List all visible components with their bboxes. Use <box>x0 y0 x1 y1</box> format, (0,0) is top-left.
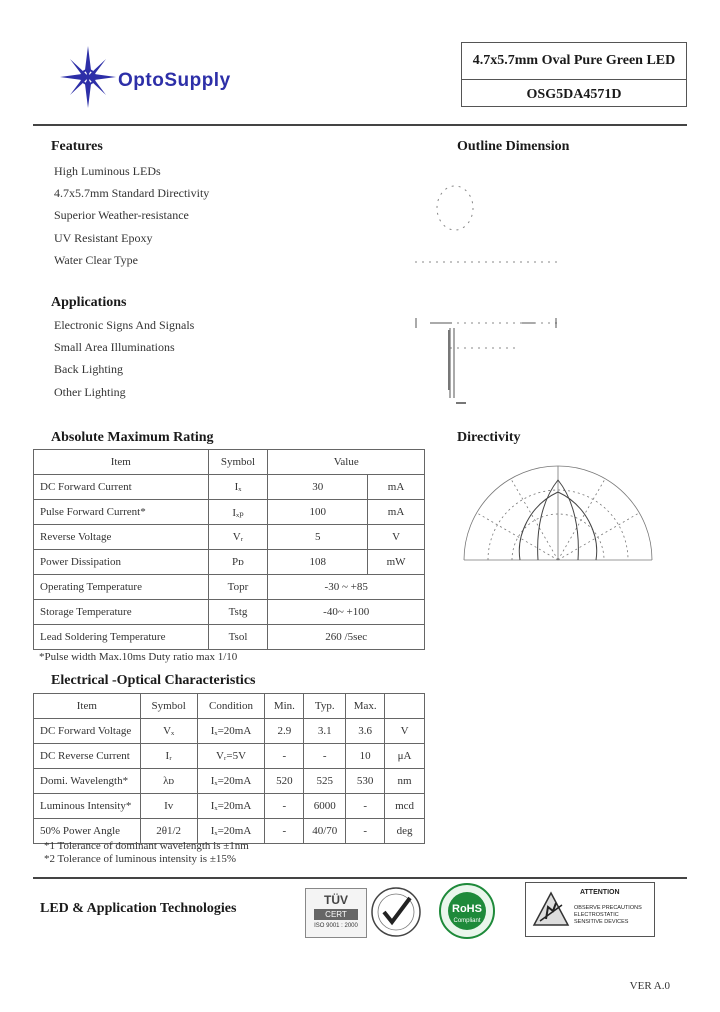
row-max: - <box>346 819 385 844</box>
abs-max-heading: Absolute Maximum Rating <box>51 430 214 445</box>
application-item: Other Lighting <box>54 385 126 399</box>
row-condition: Iₓ=20mA <box>197 769 265 794</box>
row-item: Domi. Wavelength* <box>34 769 141 794</box>
directivity-diagram <box>460 460 656 566</box>
column-header: Value <box>268 450 425 475</box>
row-max: 10 <box>346 744 385 769</box>
row-item: DC Forward Voltage <box>34 719 141 744</box>
application-item: Back Lighting <box>54 362 123 376</box>
table-row <box>34 744 425 769</box>
rohs-compliant-seal-icon <box>428 882 506 940</box>
table-row <box>34 500 425 525</box>
outline-dimension-drawing <box>410 178 570 408</box>
row-value: 30 <box>268 475 368 500</box>
row-symbol: Iᵣ <box>140 744 197 769</box>
row-value: -40~ +100 <box>268 600 425 625</box>
row-min: - <box>265 744 304 769</box>
table-row <box>34 769 425 794</box>
row-symbol: Iₓ <box>208 475 268 500</box>
row-typ: 3.1 <box>304 719 346 744</box>
row-min: - <box>265 794 304 819</box>
row-unit: mW <box>368 550 425 575</box>
features-heading: Features <box>51 139 103 154</box>
product-title: 4.7x5.7mm Oval Pure Green LED <box>462 43 686 80</box>
row-unit: mA <box>368 475 425 500</box>
row-max: 3.6 <box>346 719 385 744</box>
bottom-divider <box>33 877 687 879</box>
outline-heading: Outline Dimension <box>457 139 570 154</box>
row-unit: nm <box>385 769 425 794</box>
rohs-text: RoHS <box>452 903 482 915</box>
row-item: Luminous Intensity* <box>34 794 141 819</box>
abs-max-table <box>33 449 425 650</box>
table-row <box>34 475 425 500</box>
row-item: Storage Temperature <box>34 600 209 625</box>
row-typ: 525 <box>304 769 346 794</box>
row-condition: Iₓ=20mA <box>197 794 265 819</box>
applications-heading: Applications <box>51 295 127 310</box>
row-symbol: Vₓ <box>140 719 197 744</box>
footer-title: LED & Application Technologies <box>40 901 237 916</box>
tuv-text: TÜV <box>324 893 348 907</box>
table-header-row <box>34 694 425 719</box>
part-number: OSG5DA4571D <box>526 87 622 102</box>
row-min: - <box>265 819 304 844</box>
row-value: 5 <box>268 525 368 550</box>
rohs-sub-text: Compliant <box>453 918 481 924</box>
version-label: VER A.0 <box>629 980 670 992</box>
column-header: Item <box>34 450 209 475</box>
table-row <box>34 719 425 744</box>
row-typ: 40/70 <box>304 819 346 844</box>
column-header <box>385 694 425 719</box>
column-header: Min. <box>265 694 304 719</box>
eo-note: *1 Tolerance of dominant wavelength is ±1nm <box>44 840 249 852</box>
row-typ: 6000 <box>304 794 346 819</box>
abs-max-note: *Pulse width Max.10ms Duty ratio max 1/10 <box>39 651 238 663</box>
cert-text: CERT <box>314 909 358 920</box>
row-symbol: Tstg <box>208 600 268 625</box>
row-item: Reverse Voltage <box>34 525 209 550</box>
column-header: Condition <box>197 694 265 719</box>
row-item: DC Forward Current <box>34 475 209 500</box>
row-item: Lead Soldering Temperature <box>34 625 209 650</box>
row-typ: - <box>304 744 346 769</box>
table-row <box>34 625 425 650</box>
row-unit: mcd <box>385 794 425 819</box>
optosupply-logo-icon <box>60 46 116 108</box>
esd-warning-icon <box>532 891 570 927</box>
table-row <box>34 525 425 550</box>
row-value: 100 <box>268 500 368 525</box>
row-symbol: Pᴅ <box>208 550 268 575</box>
row-symbol: Iv <box>140 794 197 819</box>
row-value: 260 /5sec <box>268 625 425 650</box>
row-min: 2.9 <box>265 719 304 744</box>
row-symbol: Topr <box>208 575 268 600</box>
column-header: Symbol <box>140 694 197 719</box>
row-min: 520 <box>265 769 304 794</box>
feature-item: Superior Weather-resistance <box>54 208 189 222</box>
row-symbol: 2θ1/2 <box>140 819 197 844</box>
eo-table <box>33 693 425 844</box>
table-header-row <box>34 450 425 475</box>
feature-item: High Luminous LEDs <box>54 164 161 178</box>
row-value: 108 <box>268 550 368 575</box>
esd-attention-box <box>525 882 655 937</box>
row-item: Pulse Forward Current* <box>34 500 209 525</box>
row-symbol: Vᵣ <box>208 525 268 550</box>
row-item: Operating Temperature <box>34 575 209 600</box>
row-max: - <box>346 794 385 819</box>
application-item: Electronic Signs And Signals <box>54 318 195 332</box>
iso-text: ISO 9001 : 2000 <box>314 923 358 929</box>
quality-check-seal-icon <box>370 886 422 938</box>
row-condition: Iₓ=20mA <box>197 719 265 744</box>
table-row <box>34 575 425 600</box>
row-value: -30 ~ +85 <box>268 575 425 600</box>
column-header: Typ. <box>304 694 346 719</box>
row-condition: Vᵣ=5V <box>197 744 265 769</box>
row-item: 50% Power Angle <box>34 819 141 844</box>
title-box <box>461 42 687 107</box>
row-unit: deg <box>385 819 425 844</box>
row-unit: V <box>385 719 425 744</box>
attention-line: SENSITIVE DEVICES <box>574 919 629 925</box>
attention-line: OBSERVE PRECAUTIONS <box>574 905 642 911</box>
column-header: Symbol <box>208 450 268 475</box>
column-header: Item <box>34 694 141 719</box>
row-unit: V <box>368 525 425 550</box>
table-row <box>34 550 425 575</box>
row-max: 530 <box>346 769 385 794</box>
brand-name: OptoSupply <box>118 70 231 91</box>
attention-title: ATTENTION <box>580 889 620 896</box>
row-symbol: Tsol <box>208 625 268 650</box>
tuv-cert-logo <box>305 888 367 938</box>
row-item: Power Dissipation <box>34 550 209 575</box>
table-row <box>34 794 425 819</box>
attention-line: ELECTROSTATIC <box>574 912 619 918</box>
row-unit: μA <box>385 744 425 769</box>
column-header: Max. <box>346 694 385 719</box>
table-row <box>34 600 425 625</box>
feature-item: 4.7x5.7mm Standard Directivity <box>54 186 210 200</box>
top-divider <box>33 124 687 126</box>
row-symbol: Iₓₚ <box>208 500 268 525</box>
eo-heading: Electrical -Optical Characteristics <box>51 673 256 688</box>
directivity-heading: Directivity <box>457 430 521 445</box>
row-unit: mA <box>368 500 425 525</box>
row-condition: Iₓ=20mA <box>197 819 265 844</box>
feature-item: UV Resistant Epoxy <box>54 231 153 245</box>
row-item: DC Reverse Current <box>34 744 141 769</box>
eo-note: *2 Tolerance of luminous intensity is ±15% <box>44 853 237 865</box>
row-symbol: λᴅ <box>140 769 197 794</box>
application-item: Small Area Illuminations <box>54 340 175 354</box>
feature-item: Water Clear Type <box>54 253 138 267</box>
